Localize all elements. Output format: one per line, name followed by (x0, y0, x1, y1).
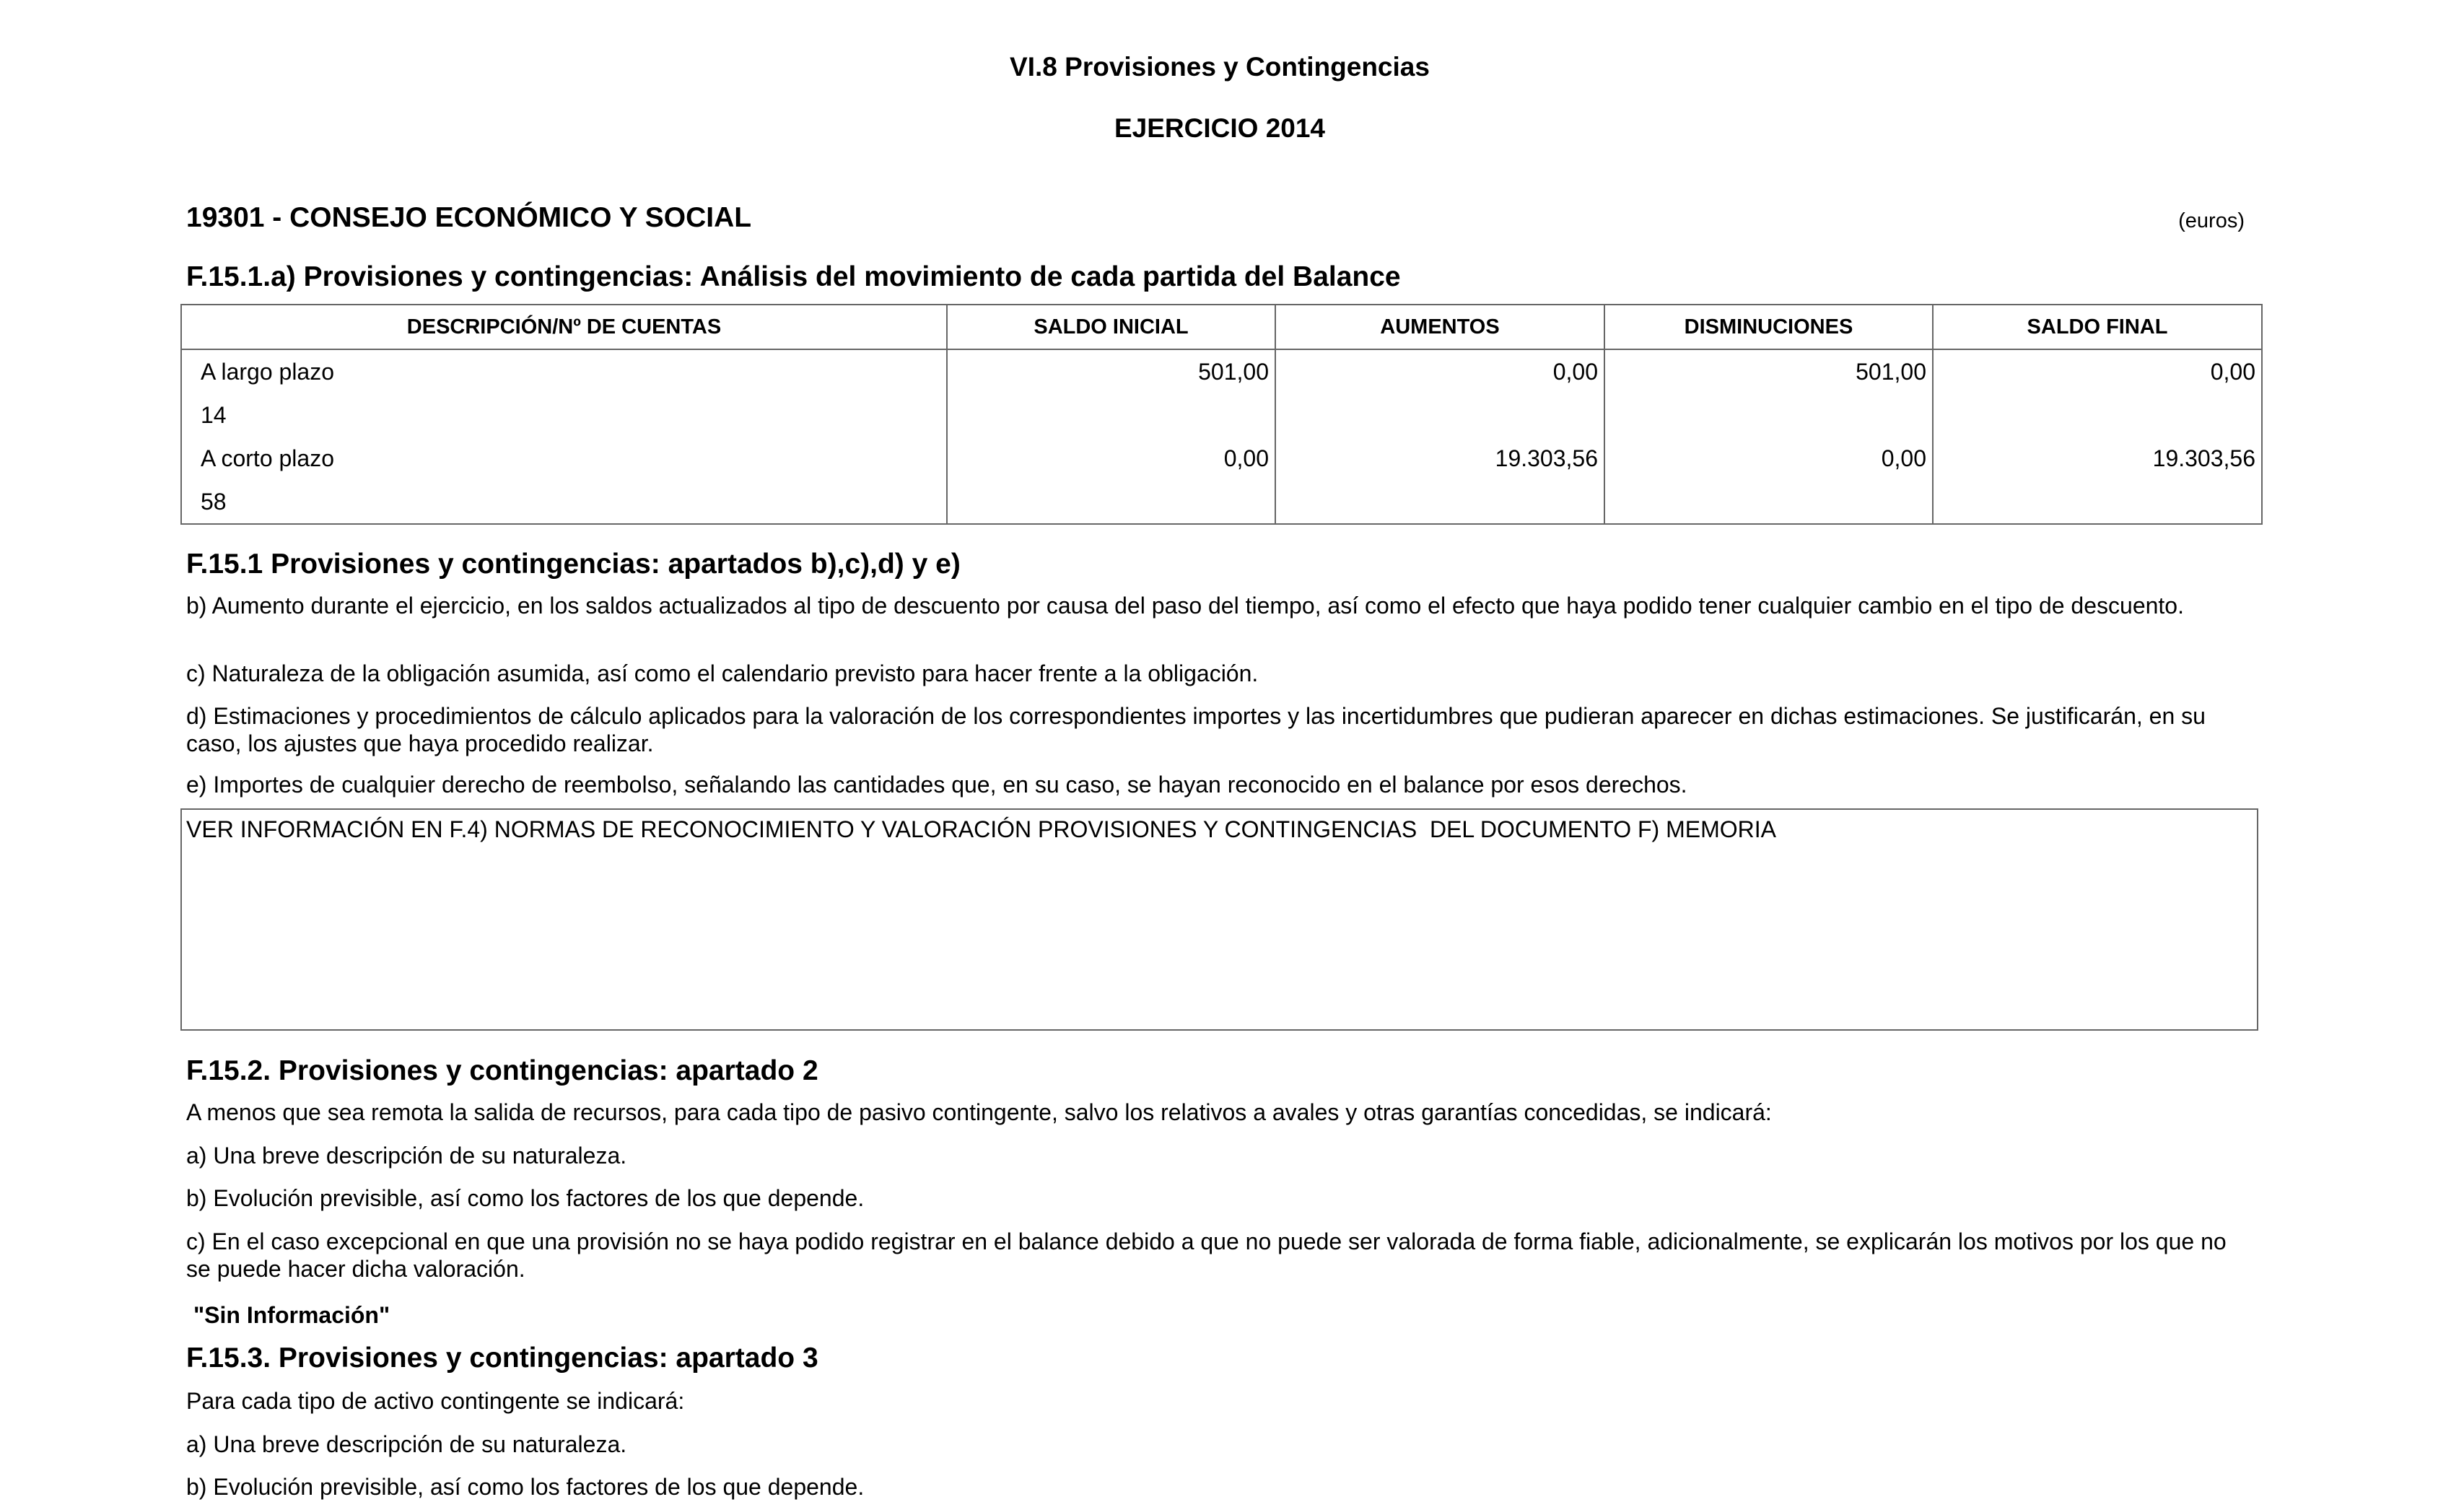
units-label: (euros) (2178, 209, 2245, 232)
table-row (181, 437, 2262, 480)
section-2-item-a: a) Una breve descripción de su naturaleza. (186, 1143, 627, 1169)
row-saldo-inicial: 0,00 (947, 437, 1275, 480)
section-2-item-b: b) Evolución previsible, así como los factores de los que depende. (186, 1185, 865, 1211)
section-3-item-b: b) Evolución previsible, así como los factores de los que depende. (186, 1474, 865, 1500)
row-saldo-final: 19.303,56 (1933, 437, 2262, 480)
row-aumentos: 19.303,56 (1275, 437, 1604, 480)
row-aumentos (1275, 393, 1604, 437)
column-header-aumentos: AUMENTOS (1275, 305, 1604, 349)
section-a-heading: F.15.1.a) Provisiones y contingencias: Análisis del movimiento de cada partida del Balance (186, 261, 1401, 292)
row-description: A largo plazo (181, 349, 947, 393)
movement-table (180, 304, 2263, 525)
column-header-saldo-final: SALDO FINAL (1933, 305, 2262, 349)
row-disminuciones: 501,00 (1604, 349, 1933, 393)
table-row (181, 480, 2262, 524)
column-header-disminuciones: DISMINUCIONES (1604, 305, 1933, 349)
row-description: 14 (181, 393, 947, 437)
section-b-item-c: c) Naturaleza de la obligación asumida, así como el calendario previsto para hacer frente a la obligación. (186, 660, 1259, 686)
column-header-saldo-inicial: SALDO INICIAL (947, 305, 1275, 349)
section-3-heading: F.15.3. Provisiones y contingencias: apartado 3 (186, 1342, 818, 1374)
section-b-item-e: e) Importes de cualquier derecho de reembolso, señalando las cantidades que, en su caso, se hayan reconocido en el balance por esos derechos. (186, 772, 1687, 798)
column-header-descripcion: DESCRIPCIÓN/Nº DE CUENTAS (181, 305, 947, 349)
row-saldo-inicial: 501,00 (947, 349, 1275, 393)
entity-name: 19301 - CONSEJO ECONÓMICO Y SOCIAL (186, 202, 752, 233)
row-description: A corto plazo (181, 437, 947, 480)
page-title: VI.8 Provisiones y Contingencias (1010, 52, 1430, 82)
section-b-heading: F.15.1 Provisiones y contingencias: apartados b),c),d) y e) (186, 549, 961, 580)
table-row (181, 393, 2262, 437)
no-info-label: "Sin Información" (193, 1302, 390, 1328)
section-2-item-c: c) En el caso excepcional en que una provisión no se haya podido registrar en el balance debido a que no puede ser valorada de forma fiable, adicionalmente, se explicarán los motivos por los que no se puede hacer dicha valoración. (186, 1228, 2227, 1282)
row-saldo-final (1933, 480, 2262, 524)
table-row (181, 349, 2262, 393)
row-disminuciones: 0,00 (1604, 437, 1933, 480)
row-disminuciones (1604, 480, 1933, 524)
table-header-row (181, 305, 2262, 349)
row-disminuciones (1604, 393, 1933, 437)
section-3-item-a: a) Una breve descripción de su naturaleza. (186, 1431, 627, 1457)
row-saldo-final: 0,00 (1933, 349, 2262, 393)
section-3-intro: Para cada tipo de activo contingente se indicará: (186, 1388, 685, 1414)
row-aumentos: 0,00 (1275, 349, 1604, 393)
info-box: VER INFORMACIÓN EN F.4) NORMAS DE RECONOCIMIENTO Y VALORACIÓN PROVISIONES Y CONTINGENCIAS DEL DOCUMENTO F) MEMORIA (180, 808, 2258, 1031)
section-b-item-d: d) Estimaciones y procedimientos de cálculo aplicados para la valoración de los correspondientes importes y las incertidumbres que pudieran aparecer en dichas estimaciones. Se justificarán, en su caso, los ajustes que haya procedido realizar. (186, 703, 2206, 756)
section-2-heading: F.15.2. Provisiones y contingencias: apartado 2 (186, 1055, 818, 1086)
row-saldo-inicial (947, 393, 1275, 437)
row-saldo-inicial (947, 480, 1275, 524)
row-saldo-final (1933, 393, 2262, 437)
row-aumentos (1275, 480, 1604, 524)
section-b-item-b: b) Aumento durante el ejercicio, en los saldos actualizados al tipo de descuento por causa del paso del tiempo, así como el efecto que haya podido tener cualquier cambio en el tipo de descuento. (186, 593, 2184, 619)
section-2-intro: A menos que sea remota la salida de recursos, para cada tipo de pasivo contingente, salvo los relativos a avales y otras garantías concedidas, se indicará: (186, 1099, 1772, 1125)
row-description: 58 (181, 480, 947, 524)
page-subtitle: EJERCICIO 2014 (1114, 113, 1326, 143)
